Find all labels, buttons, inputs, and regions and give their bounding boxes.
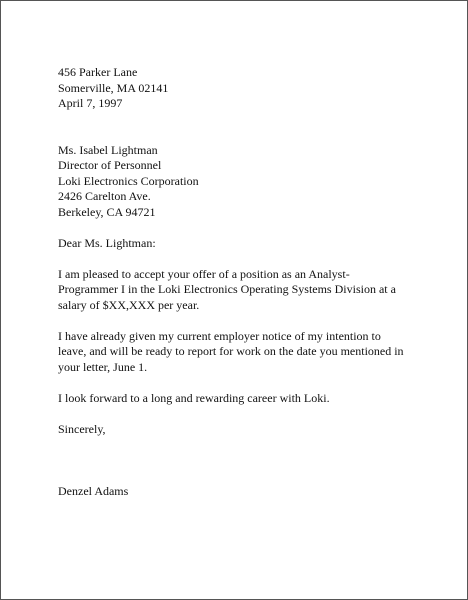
letter-content [58, 65, 418, 499]
recipient-title: Director of Personnel [58, 158, 162, 172]
salutation [58, 236, 418, 252]
letter-date: April 7, 1997 [58, 96, 123, 110]
recipient-address-block [58, 143, 418, 221]
recipient-name: Ms. Isabel Lightman [58, 142, 158, 157]
paragraph-line: I have already given my current employer notice of my intention to [58, 328, 381, 343]
body-paragraph-2 [58, 329, 418, 376]
body-paragraph-3 [58, 391, 418, 407]
paragraph-line: Programmer I in the Loki Electronics Operating Systems Division at a [58, 282, 396, 296]
paragraph-line: I am pleased to accept your offer of a position as an Analyst- [58, 266, 350, 281]
recipient-street: 2426 Carelton Ave. [58, 189, 151, 203]
paragraph-line: leave, and will be ready to report for work on the date you mentioned in [58, 344, 404, 358]
closing [58, 422, 418, 438]
sender-city-state-zip: Somerville, MA 02141 [58, 80, 169, 95]
recipient-company: Loki Electronics Corporation [58, 173, 199, 188]
signature-block [58, 484, 418, 500]
closing-text: Sincerely, [58, 421, 106, 436]
paragraph-line: your letter, June 1. [58, 359, 148, 374]
paragraph-line: salary of $XX,XXX per year. [58, 297, 200, 312]
body-paragraph-1 [58, 267, 418, 314]
signature-name: Denzel Adams [58, 483, 129, 498]
sender-address-block [58, 65, 418, 112]
recipient-city-state-zip: Berkeley, CA 94721 [58, 204, 156, 219]
paragraph-line: I look forward to a long and rewarding career with Loki. [58, 390, 330, 405]
sender-street: 456 Parker Lane [58, 65, 138, 79]
salutation-text: Dear Ms. Lightman: [58, 235, 156, 250]
